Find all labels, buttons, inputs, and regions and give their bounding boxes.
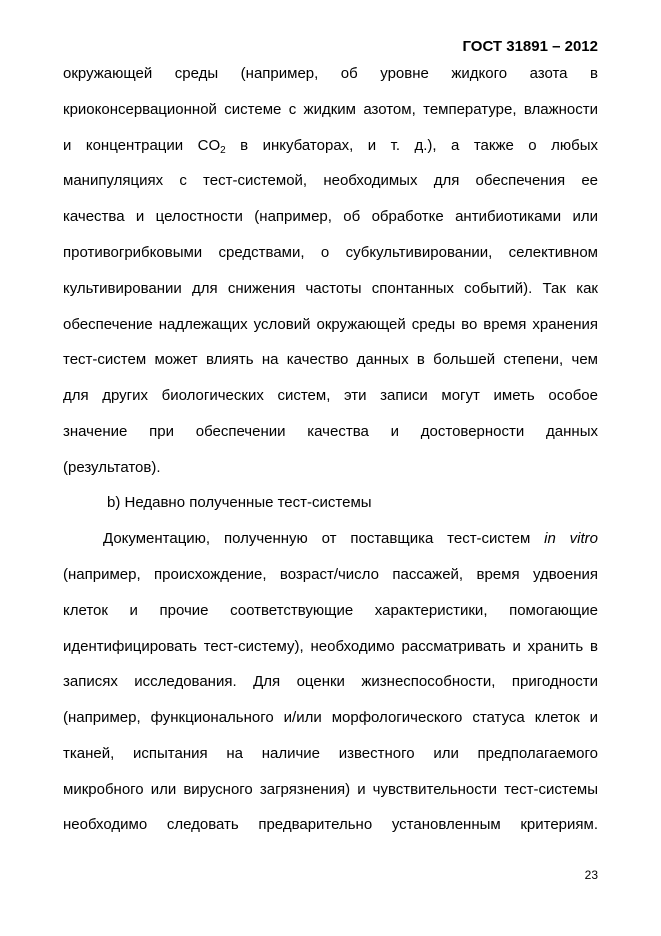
text-line: для других биологических систем, эти записи могут иметь особое — [63, 387, 598, 404]
text-line: значение при обеспечении качества и достоверности данных — [63, 423, 598, 440]
text-line: качества и целостности (например, об обработке антибиотиками или — [63, 208, 598, 225]
text-line: клеток и прочие соответствующие характеристики, помогающие — [63, 602, 598, 619]
text-line: манипуляциях с тест-системой, необходимых для обеспечения ее — [63, 172, 598, 189]
page-number: 23 — [584, 868, 598, 882]
text-fragment: Документацию, полученную от поставщика тест-систем — [103, 530, 545, 547]
text-line: идентифицировать тест-систему), необходимо рассматривать и хранить в — [63, 638, 598, 655]
text-line — [63, 137, 598, 155]
text-line: (например, происхождение, возраст/число пассажей, время удвоения — [63, 566, 598, 583]
text-line: (например, функционального и/или морфологического статуса клеток и — [63, 709, 598, 726]
text-line — [103, 530, 598, 548]
text-line: тканей, испытания на наличие известного или предполагаемого — [63, 745, 598, 762]
text-line: тест-систем может влиять на качество данных в большей степени, чем — [63, 351, 598, 368]
text-fragment: и концентрации CO — [63, 137, 221, 154]
text-line: необходимо следовать предварительно установленным критериям. — [63, 816, 598, 833]
text-line: (результатов). — [63, 459, 161, 476]
text-line: противогрибковыми средствами, о субкультивировании, селективном — [63, 244, 598, 261]
text-line: окружающей среды (например, об уровне жидкого азота в — [63, 65, 598, 82]
subscript: 2 — [220, 145, 226, 156]
text-fragment: в инкубаторах, и т. д.), а также о любых — [225, 137, 598, 154]
text-line: культивировании для снижения частоты спонтанных событий). Так как — [63, 280, 598, 297]
text-line: записях исследования. Для оценки жизнеспособности, пригодности — [63, 673, 598, 690]
text-line: криоконсервационной системе с жидким азотом, температуре, влажности — [63, 101, 598, 118]
italic-term: in vitro — [544, 530, 598, 547]
text-line: микробного или вирусного загрязнения) и чувствительности тест-системы — [63, 781, 598, 798]
text-line: обеспечение надлежащих условий окружающей среды во время хранения — [63, 316, 598, 333]
document-header: ГОСТ 31891 – 2012 — [462, 38, 598, 55]
section-heading: b) Недавно полученные тест-системы — [107, 494, 372, 511]
